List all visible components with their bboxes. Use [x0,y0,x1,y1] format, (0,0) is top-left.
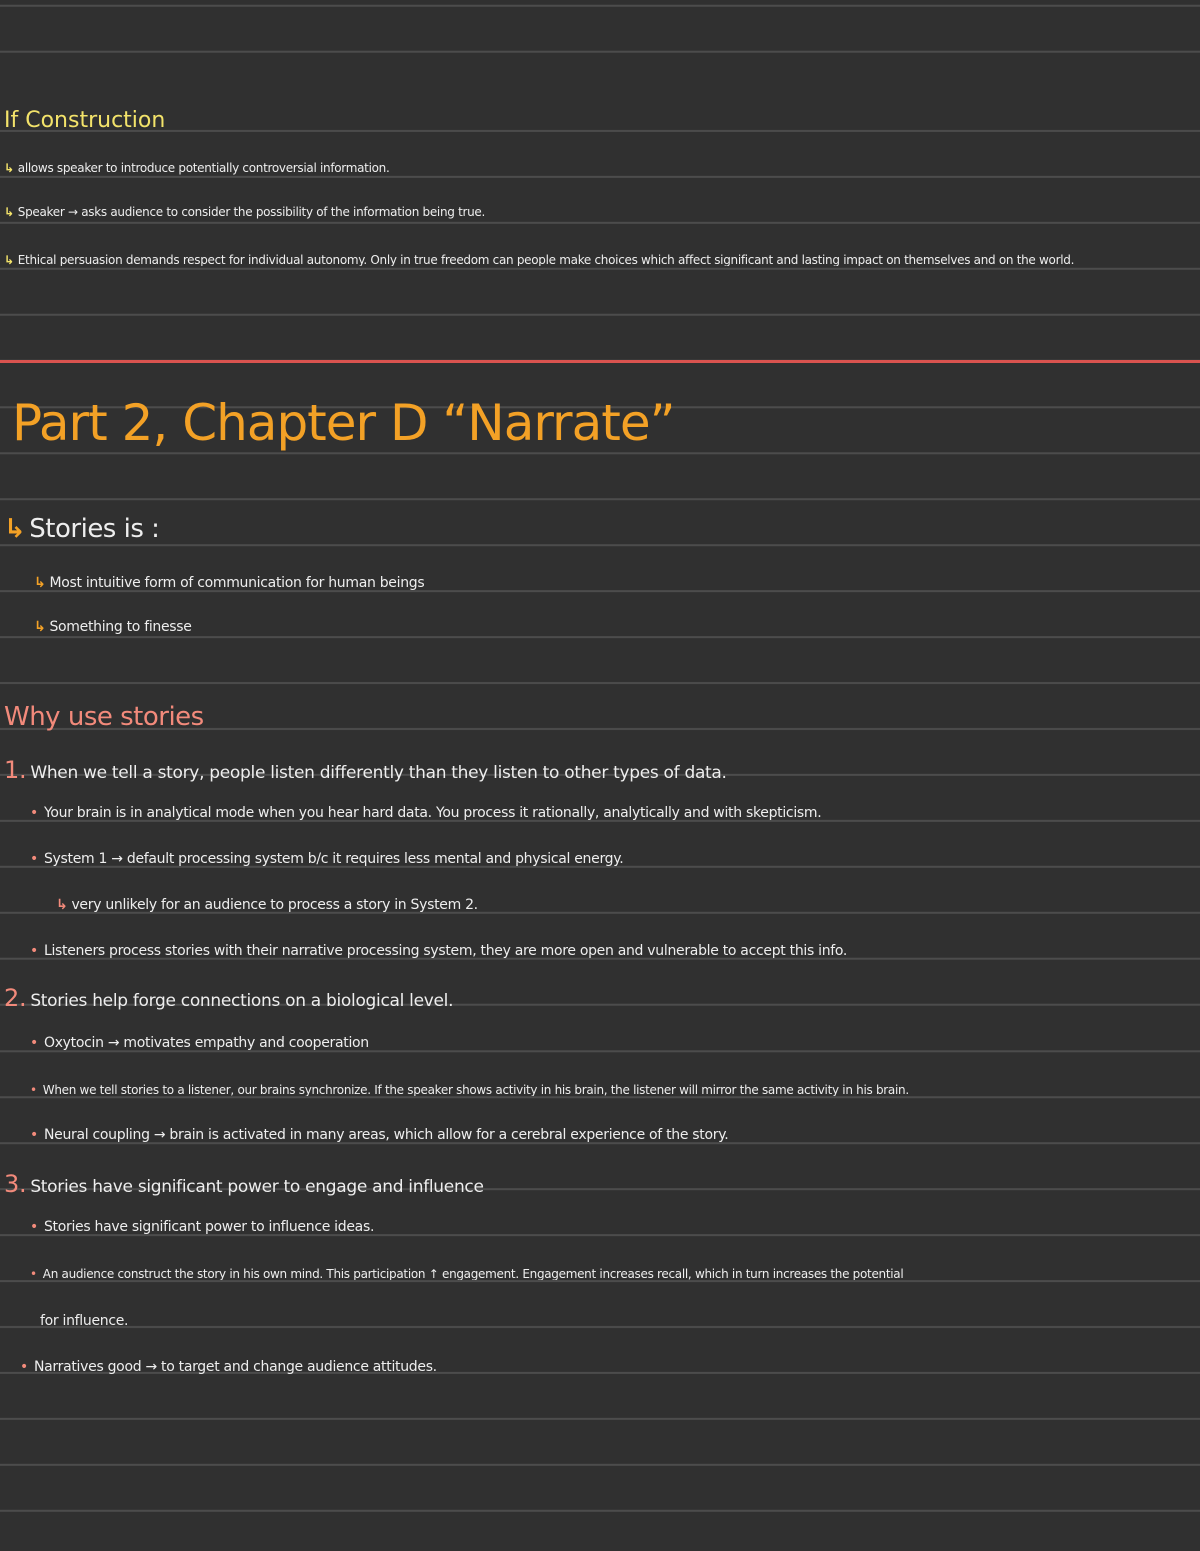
section-heading-why-use-stories: Why use stories [4,702,204,732]
bullet-icon: • [30,1268,37,1280]
numbered-point: 3. Stories have significant power to engage and influence [4,1170,484,1198]
numbered-point: 1. When we tell a story, people listen differently than they listen to other types of data. [4,756,727,784]
list-item: • Listeners process stories with their narrative processing system, they are more open and vulnerable to accept this info. [30,943,848,959]
bullet-icon: • [30,851,38,867]
bullet-icon: • [30,805,38,821]
list-item: • When we tell stories to a listener, our brains synchronize. If the speaker shows activity in his brain, the listener will mirror the same activity in his brain. [30,1084,909,1096]
stories-heading: ↳ Stories is : [4,514,160,544]
list-item: • Stories have significant power to influence ideas. [30,1219,375,1235]
bullet-icon: • [30,1084,37,1096]
list-item-continuation: for influence. [40,1313,129,1329]
bullet-icon: • [20,1359,28,1375]
sub-arrow-icon: ↳ [4,205,14,219]
list-item: • Your brain is in analytical mode when you hear hard data. You process it rationally, analytically and with skepticism. [30,805,822,821]
list-item: • Neural coupling → brain is activated in many areas, which allow for a cerebral experience of the story. [30,1127,729,1143]
list-item: • An audience construct the story in his own mind. This participation ↑ engagement. Engagement increases recall, which in turn increases the potential [30,1268,904,1280]
sub-arrow-icon: ↳ [4,161,14,175]
bullet-icon: • [30,943,38,959]
list-item: ↳ Most intuitive form of communication for human beings [34,575,425,591]
bullet-icon: • [30,1219,38,1235]
list-item: ↳ allows speaker to introduce potentially controversial information. [4,161,390,175]
page-title: Part 2, Chapter D “Narrate” [12,394,675,452]
section-heading-if-construction: If Construction [4,108,166,133]
list-item: ↳ Speaker → asks audience to consider the possibility of the information being true. [4,205,486,219]
list-item: • Oxytocin → motivates empathy and cooperation [30,1035,369,1051]
sub-arrow-icon: ↳ [34,619,46,635]
list-item: • System 1 → default processing system b/c it requires less mental and physical energy. [30,851,624,867]
section-divider [0,360,1200,363]
bullet-icon: • [30,1127,38,1143]
numbered-point: 2. Stories help forge connections on a biological level. [4,984,454,1012]
list-item: ↳ Ethical persuasion demands respect for individual autonomy. Only in true freedom can people make choices which affect significant and lasting impact on themselves and on the world. [4,254,1075,266]
sub-arrow-icon: ↳ [4,254,14,266]
sub-arrow-icon: ↳ [56,897,68,913]
bullet-icon: • [30,1035,38,1051]
arrow-icon: ↳ [4,514,26,544]
list-item: ↳ Something to finesse [34,619,192,635]
list-item: • Narratives good → to target and change audience attitudes. [20,1359,437,1375]
sub-arrow-icon: ↳ [34,575,46,591]
list-item: ↳ very unlikely for an audience to process a story in System 2. [56,897,478,913]
